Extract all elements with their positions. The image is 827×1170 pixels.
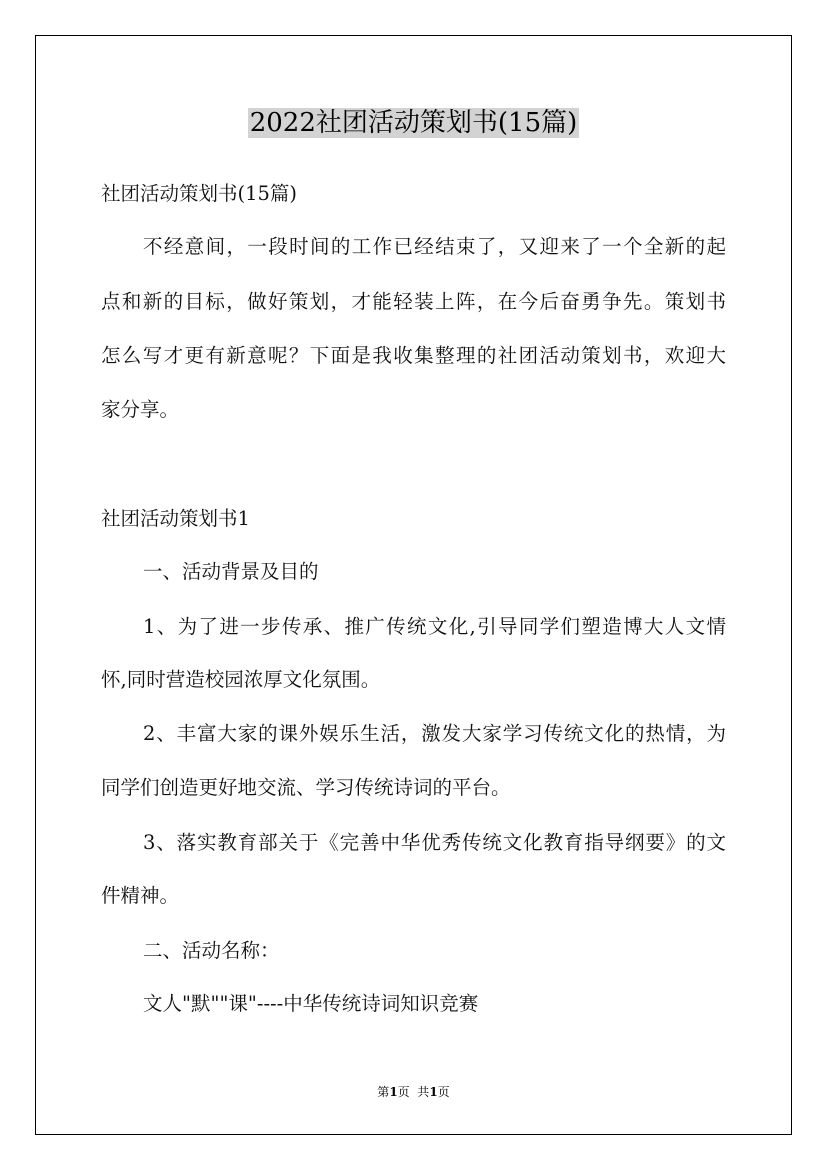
intro-line-4: 家分享。 [101, 398, 180, 421]
item-3-line-2: 件精神。 [101, 884, 180, 907]
footer-suffix: 页 [437, 1085, 450, 1099]
heading-background-purpose: 一、活动背景及目的 [143, 560, 319, 583]
section-heading: 社团活动策划书1 [101, 507, 250, 530]
footer-current-page: 1 [389, 1085, 398, 1099]
heading-activity-name: 二、活动名称： [143, 939, 280, 962]
item-2-line-1: 2、丰富大家的课外娱乐生活，激发大家学习传统文化的热情，为 [143, 722, 726, 745]
page-footer [0, 1083, 827, 1101]
footer-prefix: 第 [377, 1085, 390, 1099]
intro-line-3: 怎么写才更有新意呢？下面是我收集整理的社团活动策划书，欢迎大 [101, 344, 726, 367]
intro-line-2: 点和新的目标，做好策划，才能轻装上阵，在今后奋勇争先。策划书 [101, 290, 726, 313]
document-subtitle: 社团活动策划书(15篇) [101, 182, 298, 205]
footer-mid: 页 共 [397, 1085, 430, 1099]
item-1-line-2: 怀,同时营造校园浓厚文化氛围。 [101, 668, 381, 691]
intro-line-1: 不经意间，一段时间的工作已经结束了，又迎来了一个全新的起 [143, 235, 726, 258]
item-3-line-1: 3、落实教育部关于《完善中华优秀传统文化教育指导纲要》的文 [143, 831, 726, 854]
item-1-line-1: 1、为了进一步传承、推广传统文化,引导同学们塑造博大人文情 [143, 615, 726, 638]
activity-name-text: 文人"默""课"----中华传统诗词知识竞赛 [143, 992, 479, 1015]
document-title [0, 101, 827, 145]
document-title-text: 2022社团活动策划书(15篇) [249, 108, 578, 138]
footer-total-pages: 1 [429, 1085, 438, 1099]
item-2-line-2: 同学们创造更好地交流、学习传统诗词的平台。 [101, 776, 511, 799]
